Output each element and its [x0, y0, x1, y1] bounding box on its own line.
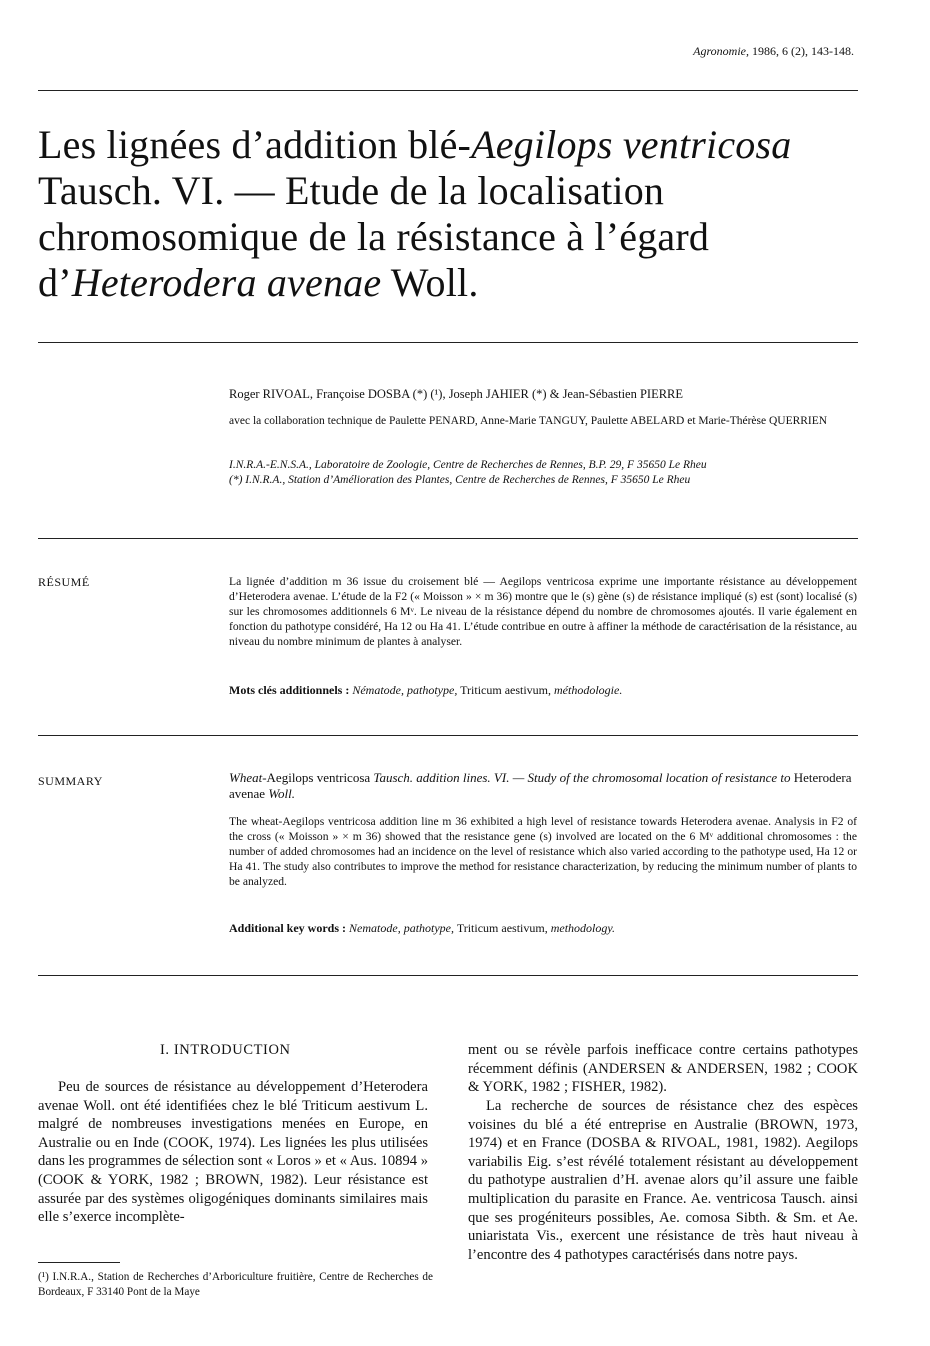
summary-keywords [229, 921, 857, 936]
intro-right-paragraph-1: ment ou se révèle parfois inefficace contre certains pathotypes récemment définis (ANDERSEN & ANDERSEN, 1982 ; COOK & YORK, 1982 ; FISHER, 1982). [468, 1042, 858, 1096]
resume-keywords-2: Triticum aestivum, [460, 683, 552, 697]
title-text-2: Tausch. VI. — Etude de la localisation chromosomique de la résistance à l’égard d’ [38, 168, 710, 305]
summary-title-d: Heterodera avenae [229, 770, 852, 801]
article-title [38, 122, 868, 306]
resume-rule [38, 735, 858, 736]
footnote: (¹) I.N.R.A., Station de Recherches d’Arboriculture fruitière, Centre de Recherches de Bordeaux, F 33140 Pont de la Maye [38, 1271, 433, 1298]
summary-keywords-2: Triticum aestivum, [456, 921, 548, 935]
summary-title-b: Aegilops ventricosa [266, 770, 371, 785]
resume-keywords-1: Nématode, pathotype, [352, 683, 458, 697]
journal-name: Agronomie, [693, 44, 749, 58]
intro-left-paragraph: Peu de sources de résistance au développement d’Heterodera avenae Woll. ont été identifiées chez le blé Triticum aestivum L. malgré de nombreuses investigations menées en Europe, en Australie ou en Inde (COOK, 1974). Les lignées les plus utilisées dans les programmes de sélection sont « Loros » et « Aus. 10894 » (COOK & YORK, 1982 ; BROWN, 1982). Leur résistance est assurée par des systèmes oligogéniques dominants similaires mais elle s’exerce incomplète- [38, 1079, 428, 1226]
title-species-1: Aegilops ventricosa [471, 122, 792, 167]
summary-keywords-label: Additional key words : [229, 921, 347, 935]
journal-citation [693, 44, 854, 59]
summary-rule [38, 975, 858, 976]
header-rule [38, 90, 858, 91]
collaboration-note: avec la collaboration technique de Paulette PENARD, Anne-Marie TANGUY, Paulette ABELARD et Marie-Thérèse QUERRIEN [229, 415, 828, 427]
summary-title-a: Wheat- [229, 770, 267, 785]
summary-text: The wheat-Aegilops ventricosa addition line m 36 exhibited a high level of resistance towards Heterodera avenae. Analysis in F2 of the cross (« Moisson » × m 36) showed that the resistance gene (s) involved are located on the 6 Mᵛ additional chromosomes : the number of added chromosomes had an incidence on the level of resistance which also varied according to the pathotype used, Ha 12 or Ha 41. The study also contributes to improve the method for resistance characterization, by reducing the minimum number of plants to be analyzed. [229, 815, 857, 888]
resume-keywords-3: méthodologie. [554, 683, 623, 697]
journal-volume: 1986, 6 (2), 143-148. [752, 44, 854, 58]
title-text-3: Woll. [381, 260, 479, 305]
intro-heading: I. INTRODUCTION [160, 1042, 291, 1058]
resume-heading: RÉSUMÉ [38, 575, 90, 589]
affiliation-1: I.N.R.A.-E.N.S.A., Laboratoire de Zoologie, Centre de Recherches de Rennes, B.P. 29, F 35650 Le Rheu [229, 459, 707, 471]
resume-keywords-label: Mots clés additionnels : [229, 683, 350, 697]
title-species-2: Heterodera avenae [71, 260, 382, 305]
summary-title [229, 770, 857, 802]
resume-keywords [229, 683, 857, 698]
summary-title-c: Tausch. addition lines. VI. — Study of the chromosomal location of resistance to [370, 770, 794, 785]
summary-keywords-3: methodology. [550, 921, 616, 935]
summary-heading: SUMMARY [38, 774, 103, 788]
summary-title-e: Woll. [265, 786, 295, 801]
intro-right-paragraph-2: La recherche de sources de résistance chez des espèces voisines du blé a été entreprise en Australie (BROWN, 1973, 1974) et en France (DOSBA & RIVOAL, 1981, 1982). Aegilops variabilis Eig. s’est révélé totalement résistant au développement du pathotype australien d’H. avenae alors qu’il assure une faible multiplication du parasite en France. Ae. ventricosa Tausch. ainsi que ses progéniteurs possibles, Ae. comosa Sibth. & Sm. et Ae. uniaristata Vis., exercent une résistance de très haut niveau à l’encontre des 4 pathotypes caractérisés dans notre pays. [468, 1098, 858, 1263]
title-text-1: Les lignées d’addition blé- [38, 122, 472, 167]
footnote-rule [38, 1262, 120, 1263]
affiliation-2: (*) I.N.R.A., Station d’Amélioration des Plantes, Centre de Recherches de Rennes, F 35650 Le Rheu [229, 474, 691, 486]
resume-text: La lignée d’addition m 36 issue du croisement blé — Aegilops ventricosa exprime une importante résistance au développement d’Heterodera avenae. L’étude de la F2 (« Moisson » × m 36) montre que le (s) gène (s) de résistance impliqué (s) est (sont) localisé (s) sur les chromosomes additionnels 6 Mᵛ. Le niveau de la résistance dépend du nombre de chromosomes ajoutés. Il varie également en fonction du pathotype considéré, Ha 12 ou Ha 41. L’étude contribue en outre à affiner la méthode de caractérisation de la résistance, au niveau du nombre minimum de plantes à analyser. [229, 575, 857, 648]
summary-keywords-1: Nematode, pathotype, [349, 921, 455, 935]
author-list: Roger RIVOAL, Françoise DOSBA (*) (¹), Joseph JAHIER (*) & Jean-Sébastien PIERRE [229, 387, 684, 401]
title-rule [38, 342, 858, 343]
authors-rule [38, 538, 858, 539]
affiliations [229, 458, 869, 488]
